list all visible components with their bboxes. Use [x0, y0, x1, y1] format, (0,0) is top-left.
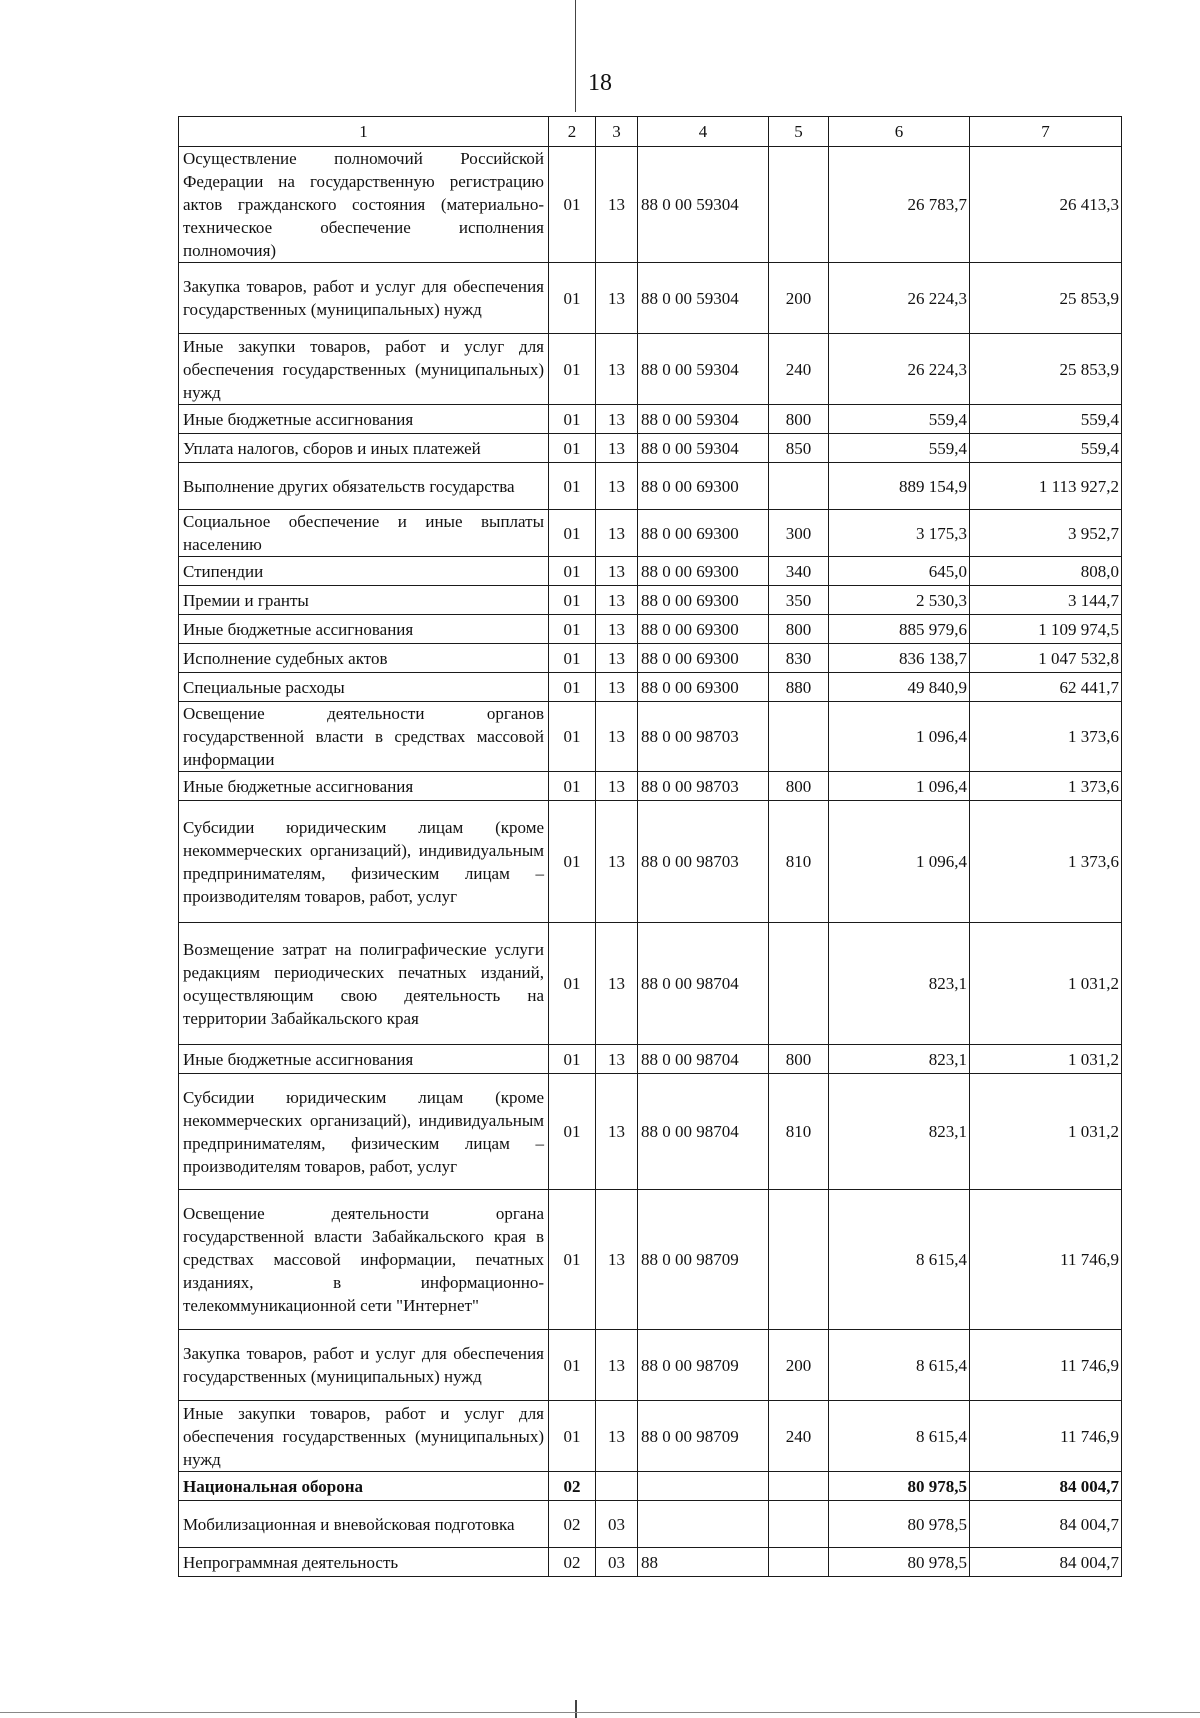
table-row: [179, 1501, 1122, 1548]
table-row: [179, 1330, 1122, 1401]
expense-type-code: 850: [769, 434, 829, 463]
subsection-code: 13: [596, 586, 638, 615]
amount-year-1: 3 175,3: [829, 510, 970, 557]
target-article-code: 88 0 00 98703: [638, 772, 769, 801]
expense-type-code: 800: [769, 1045, 829, 1074]
amount-year-2: 11 746,9: [970, 1190, 1122, 1330]
target-article-code: 88 0 00 98704: [638, 1074, 769, 1190]
section-code: 01: [549, 405, 596, 434]
amount-year-1: 1 096,4: [829, 772, 970, 801]
table-row: [179, 1472, 1122, 1501]
subsection-code: 13: [596, 772, 638, 801]
table-body: [179, 147, 1122, 1577]
row-name: Субсидии юридическим лицам (кроме некоммерческих организаций), индивидуальным предпринимателям, физическим лицам – производителям товаров, работ, услуг: [179, 801, 549, 923]
expense-type-code: 300: [769, 510, 829, 557]
table-row: [179, 263, 1122, 334]
section-code: 01: [549, 147, 596, 263]
amount-year-2: 3 144,7: [970, 586, 1122, 615]
amount-year-2: 1 031,2: [970, 923, 1122, 1045]
row-name: Премии и гранты: [179, 586, 549, 615]
section-code: 01: [549, 644, 596, 673]
expense-type-code: 810: [769, 801, 829, 923]
row-name: Освещение деятельности органов государственной власти в средствах массовой информации: [179, 702, 549, 772]
subsection-code: 03: [596, 1548, 638, 1577]
amount-year-2: 26 413,3: [970, 147, 1122, 263]
section-code: 01: [549, 1190, 596, 1330]
amount-year-1: 1 096,4: [829, 702, 970, 772]
expense-type-code: [769, 702, 829, 772]
target-article-code: 88 0 00 69300: [638, 463, 769, 510]
table-row: [179, 673, 1122, 702]
expense-type-code: [769, 1472, 829, 1501]
amount-year-2: 84 004,7: [970, 1501, 1122, 1548]
subsection-code: 13: [596, 510, 638, 557]
row-name: Закупка товаров, работ и услуг для обеспечения государственных (муниципальных) нужд: [179, 263, 549, 334]
subsection-code: 13: [596, 615, 638, 644]
section-code: 01: [549, 801, 596, 923]
subsection-code: 13: [596, 644, 638, 673]
section-code: 01: [549, 1330, 596, 1401]
amount-year-2: 11 746,9: [970, 1330, 1122, 1401]
subsection-code: 13: [596, 673, 638, 702]
subsection-code: 13: [596, 1401, 638, 1472]
table-row: [179, 510, 1122, 557]
expense-type-code: [769, 1501, 829, 1548]
section-code: 01: [549, 510, 596, 557]
amount-year-2: 62 441,7: [970, 673, 1122, 702]
row-name: Закупка товаров, работ и услуг для обеспечения государственных (муниципальных) нужд: [179, 1330, 549, 1401]
column-header: 1: [179, 117, 549, 147]
amount-year-2: 808,0: [970, 557, 1122, 586]
amount-year-2: 25 853,9: [970, 263, 1122, 334]
section-code: 01: [549, 772, 596, 801]
section-code: 01: [549, 1045, 596, 1074]
page-number: 18: [588, 70, 612, 96]
amount-year-1: 49 840,9: [829, 673, 970, 702]
subsection-code: 03: [596, 1501, 638, 1548]
row-name: Специальные расходы: [179, 673, 549, 702]
row-name: Уплата налогов, сборов и иных платежей: [179, 434, 549, 463]
table-row: [179, 1074, 1122, 1190]
table-row: [179, 702, 1122, 772]
expense-type-code: 880: [769, 673, 829, 702]
amount-year-2: 1 373,6: [970, 702, 1122, 772]
target-article-code: 88 0 00 69300: [638, 586, 769, 615]
amount-year-2: 1 031,2: [970, 1045, 1122, 1074]
amount-year-2: 1 113 927,2: [970, 463, 1122, 510]
table-row: [179, 615, 1122, 644]
table-row: [179, 434, 1122, 463]
amount-year-1: 823,1: [829, 1045, 970, 1074]
amount-year-1: 8 615,4: [829, 1190, 970, 1330]
expense-type-code: 200: [769, 1330, 829, 1401]
amount-year-1: 26 783,7: [829, 147, 970, 263]
subsection-code: [596, 1472, 638, 1501]
expense-type-code: 240: [769, 1401, 829, 1472]
row-name: Иные закупки товаров, работ и услуг для обеспечения государственных (муниципальных) нужд: [179, 334, 549, 405]
target-article-code: 88 0 00 69300: [638, 615, 769, 644]
section-code: 01: [549, 673, 596, 702]
expense-type-code: 800: [769, 772, 829, 801]
amount-year-1: 559,4: [829, 405, 970, 434]
row-name: Мобилизационная и вневойсковая подготовка: [179, 1501, 549, 1548]
amount-year-2: 1 047 532,8: [970, 644, 1122, 673]
target-article-code: 88 0 00 98709: [638, 1401, 769, 1472]
table-row: [179, 334, 1122, 405]
expense-type-code: 800: [769, 615, 829, 644]
target-article-code: 88 0 00 59304: [638, 434, 769, 463]
amount-year-2: 559,4: [970, 405, 1122, 434]
target-article-code: 88 0 00 59304: [638, 263, 769, 334]
subsection-code: 13: [596, 263, 638, 334]
amount-year-1: 823,1: [829, 923, 970, 1045]
section-code: 01: [549, 1074, 596, 1190]
budget-table: [178, 116, 1122, 1577]
table-row: [179, 147, 1122, 263]
table-row: [179, 1548, 1122, 1577]
amount-year-2: 1 031,2: [970, 1074, 1122, 1190]
amount-year-1: 80 978,5: [829, 1501, 970, 1548]
row-name: Социальное обеспечение и иные выплаты населению: [179, 510, 549, 557]
section-code: 01: [549, 615, 596, 644]
section-code: 01: [549, 434, 596, 463]
expense-type-code: [769, 1190, 829, 1330]
column-header: 3: [596, 117, 638, 147]
table-row: [179, 557, 1122, 586]
target-article-code: [638, 1501, 769, 1548]
amount-year-1: 1 096,4: [829, 801, 970, 923]
expense-type-code: [769, 147, 829, 263]
amount-year-2: 84 004,7: [970, 1548, 1122, 1577]
row-name: Иные бюджетные ассигнования: [179, 772, 549, 801]
expense-type-code: 340: [769, 557, 829, 586]
table-row: [179, 1190, 1122, 1330]
target-article-code: 88 0 00 69300: [638, 673, 769, 702]
amount-year-2: 1 109 974,5: [970, 615, 1122, 644]
scan-edge-line-bottom: [0, 1712, 1200, 1713]
row-name: Иные закупки товаров, работ и услуг для обеспечения государственных (муниципальных) нужд: [179, 1401, 549, 1472]
table-row: [179, 644, 1122, 673]
subsection-code: 13: [596, 1330, 638, 1401]
expense-type-code: [769, 923, 829, 1045]
row-name: Выполнение других обязательств государства: [179, 463, 549, 510]
column-header: 2: [549, 117, 596, 147]
subsection-code: 13: [596, 801, 638, 923]
row-name: Национальная оборона: [179, 1472, 549, 1501]
subsection-code: 13: [596, 1190, 638, 1330]
amount-year-1: 26 224,3: [829, 334, 970, 405]
target-article-code: 88 0 00 59304: [638, 334, 769, 405]
amount-year-1: 80 978,5: [829, 1472, 970, 1501]
amount-year-2: 3 952,7: [970, 510, 1122, 557]
expense-type-code: [769, 1548, 829, 1577]
column-header: 7: [970, 117, 1122, 147]
expense-type-code: 240: [769, 334, 829, 405]
amount-year-2: 84 004,7: [970, 1472, 1122, 1501]
target-article-code: 88 0 00 59304: [638, 405, 769, 434]
amount-year-1: 559,4: [829, 434, 970, 463]
target-article-code: 88 0 00 98709: [638, 1190, 769, 1330]
expense-type-code: 350: [769, 586, 829, 615]
table-row: [179, 405, 1122, 434]
amount-year-2: 1 373,6: [970, 772, 1122, 801]
row-name: Осуществление полномочий Российской Федерации на государственную регистрацию актов гражданского состояния (материально-техническое обеспечение исполнения полномочия): [179, 147, 549, 263]
section-code: 01: [549, 702, 596, 772]
amount-year-2: 25 853,9: [970, 334, 1122, 405]
target-article-code: 88 0 00 98703: [638, 702, 769, 772]
target-article-code: 88 0 00 98703: [638, 801, 769, 923]
section-code: 01: [549, 557, 596, 586]
row-name: Непрограммная деятельность: [179, 1548, 549, 1577]
subsection-code: 13: [596, 405, 638, 434]
row-name: Субсидии юридическим лицам (кроме некоммерческих организаций), индивидуальным предпринимателям, физическим лицам – производителям товаров, работ, услуг: [179, 1074, 549, 1190]
row-name: Исполнение судебных актов: [179, 644, 549, 673]
table-row: [179, 586, 1122, 615]
section-code: 01: [549, 923, 596, 1045]
row-name: Иные бюджетные ассигнования: [179, 615, 549, 644]
row-name: Иные бюджетные ассигнования: [179, 1045, 549, 1074]
target-article-code: 88: [638, 1548, 769, 1577]
amount-year-1: 2 530,3: [829, 586, 970, 615]
amount-year-2: 11 746,9: [970, 1401, 1122, 1472]
table-row: [179, 772, 1122, 801]
section-code: 01: [549, 463, 596, 510]
amount-year-1: 885 979,6: [829, 615, 970, 644]
amount-year-1: 26 224,3: [829, 263, 970, 334]
table-row: [179, 801, 1122, 923]
table-header-row: [179, 117, 1122, 147]
row-name: Освещение деятельности органа государственной власти Забайкальского края в средствах массовой информации, печатных изданиях, в информационно-телекоммуникационной сети "Интернет": [179, 1190, 549, 1330]
expense-type-code: 200: [769, 263, 829, 334]
target-article-code: 88 0 00 69300: [638, 557, 769, 586]
scan-fold-line-top: [575, 0, 576, 112]
amount-year-1: 8 615,4: [829, 1330, 970, 1401]
amount-year-1: 836 138,7: [829, 644, 970, 673]
expense-type-code: 800: [769, 405, 829, 434]
table-row: [179, 463, 1122, 510]
table-row: [179, 1401, 1122, 1472]
row-name: Стипендии: [179, 557, 549, 586]
target-article-code: 88 0 00 98704: [638, 1045, 769, 1074]
target-article-code: 88 0 00 98709: [638, 1330, 769, 1401]
section-code: 02: [549, 1472, 596, 1501]
amount-year-2: 559,4: [970, 434, 1122, 463]
subsection-code: 13: [596, 334, 638, 405]
table-row: [179, 1045, 1122, 1074]
amount-year-1: 8 615,4: [829, 1401, 970, 1472]
amount-year-2: 1 373,6: [970, 801, 1122, 923]
target-article-code: 88 0 00 98704: [638, 923, 769, 1045]
target-article-code: 88 0 00 69300: [638, 510, 769, 557]
amount-year-1: 645,0: [829, 557, 970, 586]
expense-type-code: 810: [769, 1074, 829, 1190]
section-code: 02: [549, 1501, 596, 1548]
column-header: 5: [769, 117, 829, 147]
table-row: [179, 923, 1122, 1045]
amount-year-1: 823,1: [829, 1074, 970, 1190]
row-name: Иные бюджетные ассигнования: [179, 405, 549, 434]
section-code: 01: [549, 263, 596, 334]
row-name: Возмещение затрат на полиграфические услуги редакциям периодических печатных изданий, осуществляющим свою деятельность на территории Забайкальского края: [179, 923, 549, 1045]
section-code: 01: [549, 1401, 596, 1472]
target-article-code: 88 0 00 59304: [638, 147, 769, 263]
subsection-code: 13: [596, 463, 638, 510]
expense-type-code: [769, 463, 829, 510]
column-header: 4: [638, 117, 769, 147]
amount-year-1: 80 978,5: [829, 1548, 970, 1577]
section-code: 02: [549, 1548, 596, 1577]
subsection-code: 13: [596, 702, 638, 772]
scan-fold-line-bottom: [575, 1700, 577, 1718]
expense-type-code: 830: [769, 644, 829, 673]
section-code: 01: [549, 586, 596, 615]
amount-year-1: 889 154,9: [829, 463, 970, 510]
subsection-code: 13: [596, 1045, 638, 1074]
subsection-code: 13: [596, 1074, 638, 1190]
subsection-code: 13: [596, 434, 638, 463]
subsection-code: 13: [596, 557, 638, 586]
subsection-code: 13: [596, 923, 638, 1045]
target-article-code: [638, 1472, 769, 1501]
target-article-code: 88 0 00 69300: [638, 644, 769, 673]
subsection-code: 13: [596, 147, 638, 263]
section-code: 01: [549, 334, 596, 405]
column-header: 6: [829, 117, 970, 147]
